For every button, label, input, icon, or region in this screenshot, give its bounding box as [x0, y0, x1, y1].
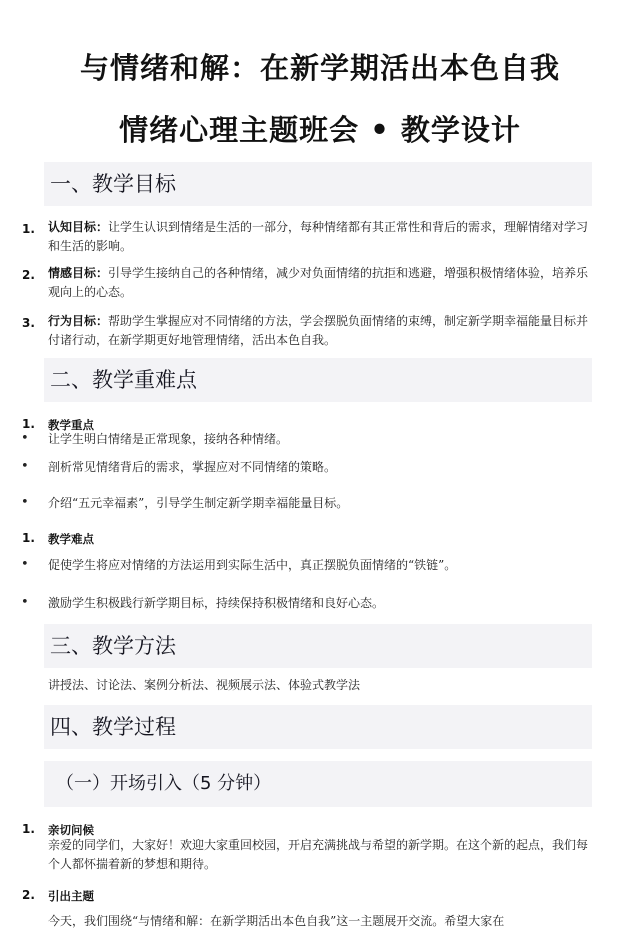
- process-item-text: 亲爱的同学们，大家好！欢迎大家重回校园，开启充满挑战与希望的新学期。在这个新的起点，我们每个人都怀揣着新的梦想和期待。: [48, 838, 589, 871]
- objective-emotional: [48, 264, 598, 302]
- item-number: 1.: [22, 822, 35, 836]
- objective-label: 情感目标：: [48, 266, 109, 280]
- bullet-icon: •: [21, 495, 29, 510]
- key-point-item: 让学生明白情绪是正常现象，接纳各种情绪。: [48, 432, 289, 446]
- key-points-label: 教学重点: [48, 418, 94, 432]
- document-subtitle: 情绪心理主题班会 • 教学设计: [119, 113, 521, 147]
- item-number: 1.: [22, 222, 35, 236]
- objective-label: 认知目标：: [48, 220, 109, 234]
- section-heading-methods: 三、教学方法: [44, 624, 592, 668]
- objective-text: 帮助学生掌握应对不同情绪的方法，学会摆脱负面情绪的束缚，制定新学期幸福能量目标并付诸行动，在新学期更好地管理情绪，活出本色自我。: [48, 314, 589, 347]
- document-title: 与情绪和解：在新学期活出本色自我: [79, 51, 560, 85]
- objective-cognitive: [48, 218, 598, 256]
- objective-behavioral: [48, 312, 598, 350]
- bullet-icon: •: [21, 557, 29, 572]
- key-point-item: 介绍“五元幸福素”，引导学生制定新学期幸福能量目标。: [48, 496, 349, 510]
- item-number: 1.: [22, 417, 35, 431]
- section-heading-process: 四、教学过程: [44, 705, 592, 749]
- objective-text: 引导学生接纳自己的各种情绪，减少对负面情绪的抗拒和逃避，增强积极情绪体验，培养乐观向上的心态。: [48, 266, 589, 299]
- difficulty-item: 促使学生将应对情绪的方法运用到实际生活中，真正摆脱负面情绪的“铁链”。: [48, 558, 457, 572]
- subsection-heading-opening: （一）开场引入（5 分钟）: [44, 761, 592, 807]
- objective-text: 让学生认识到情绪是生活的一部分，每种情绪都有其正常性和背后的需求，理解情绪对学习和生活的影响。: [48, 220, 589, 253]
- section-heading-key-points: 二、教学重难点: [44, 358, 592, 402]
- bullet-icon: •: [21, 595, 29, 610]
- item-number: 2.: [22, 268, 35, 282]
- item-number: 2.: [22, 888, 35, 902]
- bullet-icon: •: [21, 459, 29, 474]
- process-item-text: 今天，我们围绕“与情绪和解：在新学期活出本色自我”这一主题展开交流。希望大家在: [48, 914, 505, 928]
- difficulty-item: 激励学生积极践行新学期目标，持续保持积极情绪和良好心态。: [48, 596, 385, 610]
- bullet-icon: •: [21, 431, 29, 446]
- item-number: 1.: [22, 531, 35, 545]
- process-item-label: 亲切问候: [48, 823, 94, 837]
- key-point-item: 剖析常见情绪背后的需求，掌握应对不同情绪的策略。: [48, 460, 337, 474]
- process-item-label: 引出主题: [48, 889, 94, 903]
- section-heading-objectives: 一、教学目标: [44, 162, 592, 206]
- item-number: 3.: [22, 316, 35, 330]
- objective-label: 行为目标：: [48, 314, 109, 328]
- methods-text: 讲授法、讨论法、案例分析法、视频展示法、体验式教学法: [48, 678, 361, 692]
- difficulty-label: 教学难点: [48, 532, 94, 546]
